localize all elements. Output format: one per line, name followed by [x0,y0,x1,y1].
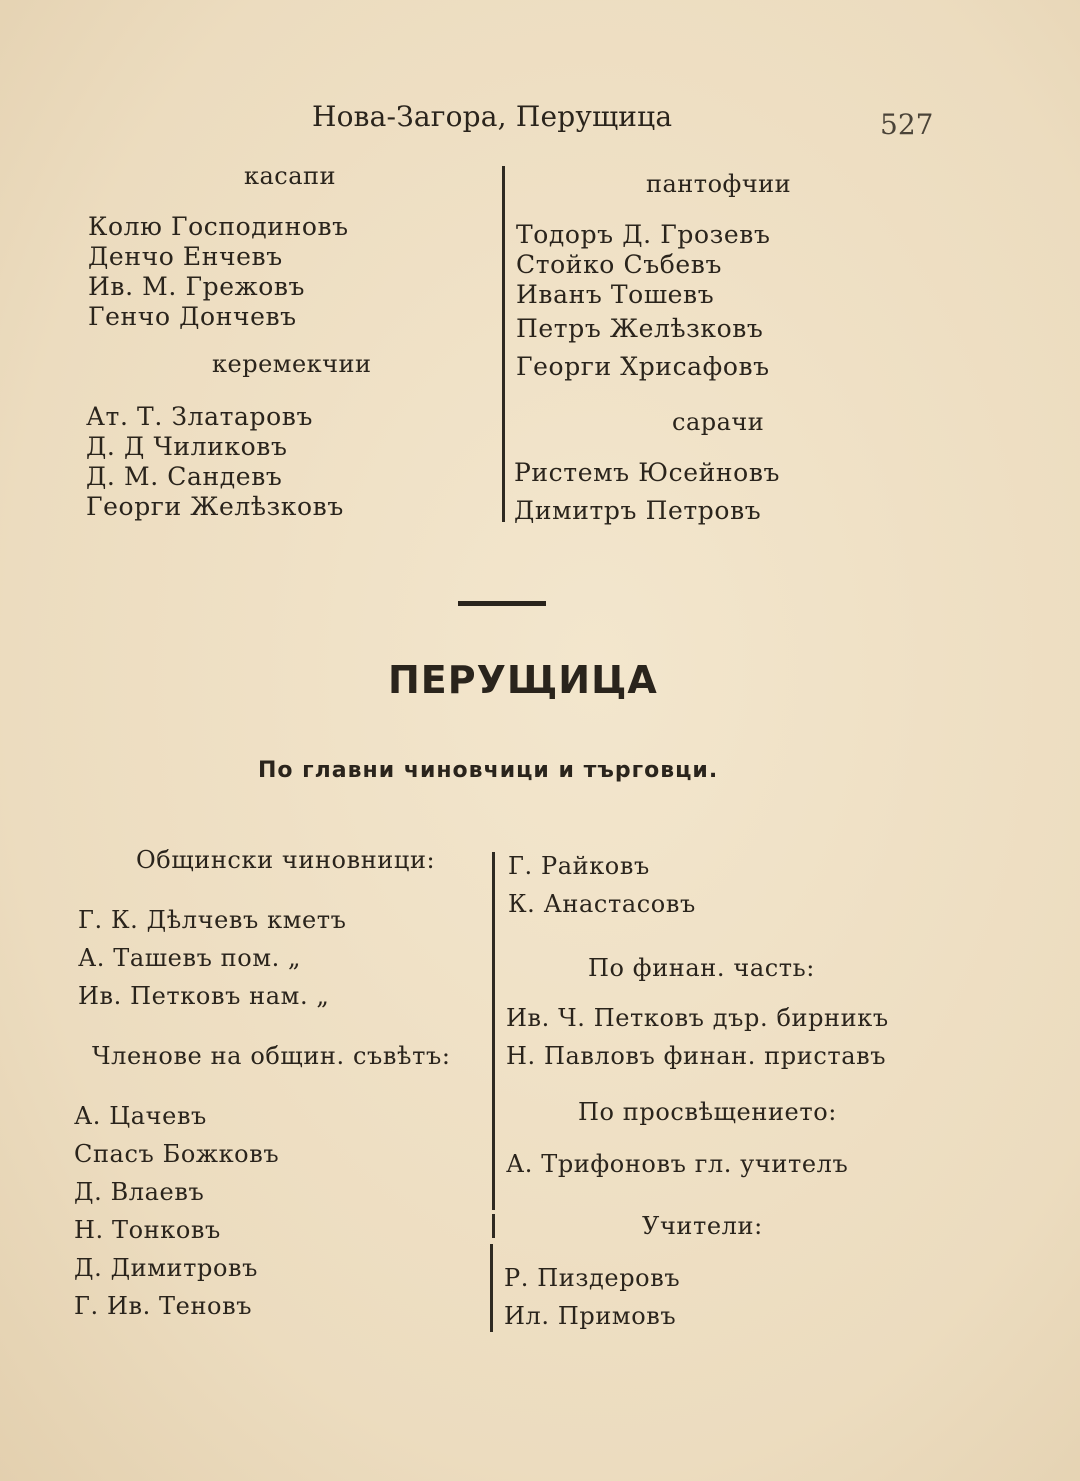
heading-finance: По финан. часть: [588,954,815,982]
member-entry: А. Цачевъ [74,1102,207,1130]
finance-entry: Н. Павловъ финан. приставъ [506,1042,887,1070]
name-entry: Ат. Т. Златаровъ [86,402,313,431]
name-entry: Д. Д Чиликовъ [86,432,288,461]
teacher-entry: Ил. Примовъ [504,1302,677,1330]
name-entry: Денчо Енчевъ [88,242,283,271]
names-pantofchii [516,220,770,382]
name-entry: Ристемъ Юсейновъ [514,458,780,487]
section-heading-sarachi: сарачи [672,408,765,436]
list-teachers [504,1264,680,1340]
list-additional-members [508,852,696,928]
list-finance [506,1004,889,1080]
member-entry: К. Анастасовъ [508,890,696,918]
page-number: 527 [880,108,934,141]
member-entry: Г. Ив. Теновъ [74,1292,253,1320]
official-entry: Ив. Петковъ нам. „ [78,982,330,1010]
name-entry: Димитръ Петровъ [514,496,762,525]
column-divider-bottom-mid [492,1214,495,1238]
names-keremekchii [86,402,344,522]
name-entry: Тодоръ Д. Грозевъ [516,220,771,249]
education-entry: А. Трифоновъ гл. учителъ [506,1150,849,1178]
section-heading-keremekchii: керемекчии [212,350,372,378]
member-entry: Спасъ Божковъ [74,1140,280,1168]
column-divider-top [502,166,505,522]
names-kasapi [88,212,349,332]
name-entry: Д. М. Сандевъ [86,462,283,491]
name-entry: Георги Хрисафовъ [516,352,770,381]
town-title: ПЕРУЩИЦА [388,658,658,702]
section-heading-pantofchii: пантофчии [646,170,792,198]
column-divider-bottom-upper [492,852,495,1210]
name-entry: Иванъ Тошевъ [516,280,715,309]
list-municipal-officials [78,906,347,1020]
name-entry: Ив. М. Грежовъ [88,272,306,301]
names-sarachi [514,458,780,526]
member-entry: Г. Райковъ [508,852,650,880]
running-head: Нова-Загора, Перущица [312,100,673,133]
name-entry: Георги Желѣзковъ [86,492,344,521]
list-education [506,1150,848,1188]
name-entry: Петръ Желѣзковъ [516,314,764,343]
member-entry: Д. Димитровъ [74,1254,259,1282]
heading-education: По просвѣщението: [578,1098,837,1126]
subtitle: По главни чиновчици и търговци. [258,758,719,783]
heading-municipal-officials: Общински чиновници: [136,846,436,874]
list-council-members [74,1102,279,1330]
name-entry: Стойко Събевъ [516,250,722,279]
section-separator-rule [458,601,546,606]
heading-council-members: Членове на общин. съвѣтъ: [92,1042,451,1070]
column-divider-bottom-lower [490,1244,493,1332]
heading-teachers: Учители: [642,1212,763,1240]
finance-entry: Ив. Ч. Петковъ дър. бирникъ [506,1004,889,1032]
member-entry: Н. Тонковъ [74,1216,221,1244]
official-entry: А. Ташевъ пом. „ [78,944,302,972]
name-entry: Колю Господиновъ [88,212,349,241]
official-entry: Г. К. Дѣлчевъ кметъ [78,906,347,934]
name-entry: Генчо Дончевъ [88,302,297,331]
member-entry: Д. Влаевъ [74,1178,205,1206]
section-heading-kasapi: касапи [244,162,337,190]
teacher-entry: Р. Пиздеровъ [504,1264,681,1292]
